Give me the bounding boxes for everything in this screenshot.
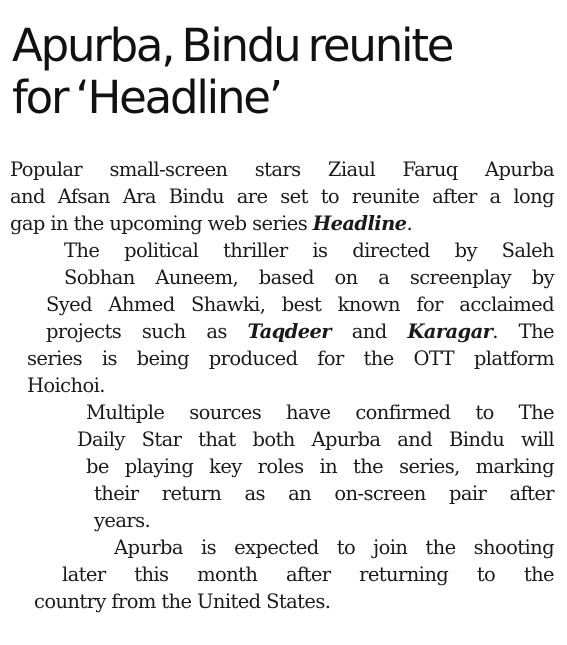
body-line: later this month after returning to the	[62, 563, 554, 586]
article-body	[0, 156, 567, 615]
article-headline	[12, 20, 562, 124]
project-title-karagar: Karagar	[407, 320, 493, 343]
series-title-headline: Headline	[312, 212, 407, 235]
body-line: Hoichoi.	[27, 374, 105, 397]
body-line: Multiple sources have confirmed to The	[86, 401, 554, 424]
body-line: years.	[94, 509, 151, 532]
body-line: country from the United States.	[34, 590, 331, 613]
body-line: Popular small-screen stars Ziaul Faruq Apurba	[10, 158, 554, 181]
body-line: and Afsan Ara Bindu are set to reunite after a long	[10, 185, 554, 208]
headline-line-2: for ‘Headline’	[12, 71, 281, 124]
body-line: The political thriller is directed by Saleh	[64, 239, 554, 262]
body-line: gap in the upcoming web series Headline.	[10, 212, 413, 235]
body-line: Syed Ahmed Shawki, best known for acclaimed	[46, 293, 554, 316]
paragraph-4	[0, 534, 567, 615]
body-line: Sobhan Auneem, based on a screenplay by	[64, 266, 554, 289]
project-title-taqdeer: Taqdeer	[247, 320, 331, 343]
body-line: Daily Star that both Apurba and Bindu will	[77, 428, 554, 451]
body-line: series is being produced for the OTT platform	[27, 347, 554, 370]
body-line: projects such as Taqdeer and Karagar. The	[46, 320, 554, 343]
paragraph-1	[0, 156, 567, 237]
headline-line-1: Apurba, Bindu reunite	[12, 19, 453, 72]
body-line: be playing key roles in the series, marking	[86, 455, 554, 478]
paragraph-3	[0, 399, 567, 534]
body-line: Apurba is expected to join the shooting	[114, 536, 554, 559]
paragraph-2	[0, 237, 567, 399]
body-line: their return as an on-screen pair after	[94, 482, 554, 505]
